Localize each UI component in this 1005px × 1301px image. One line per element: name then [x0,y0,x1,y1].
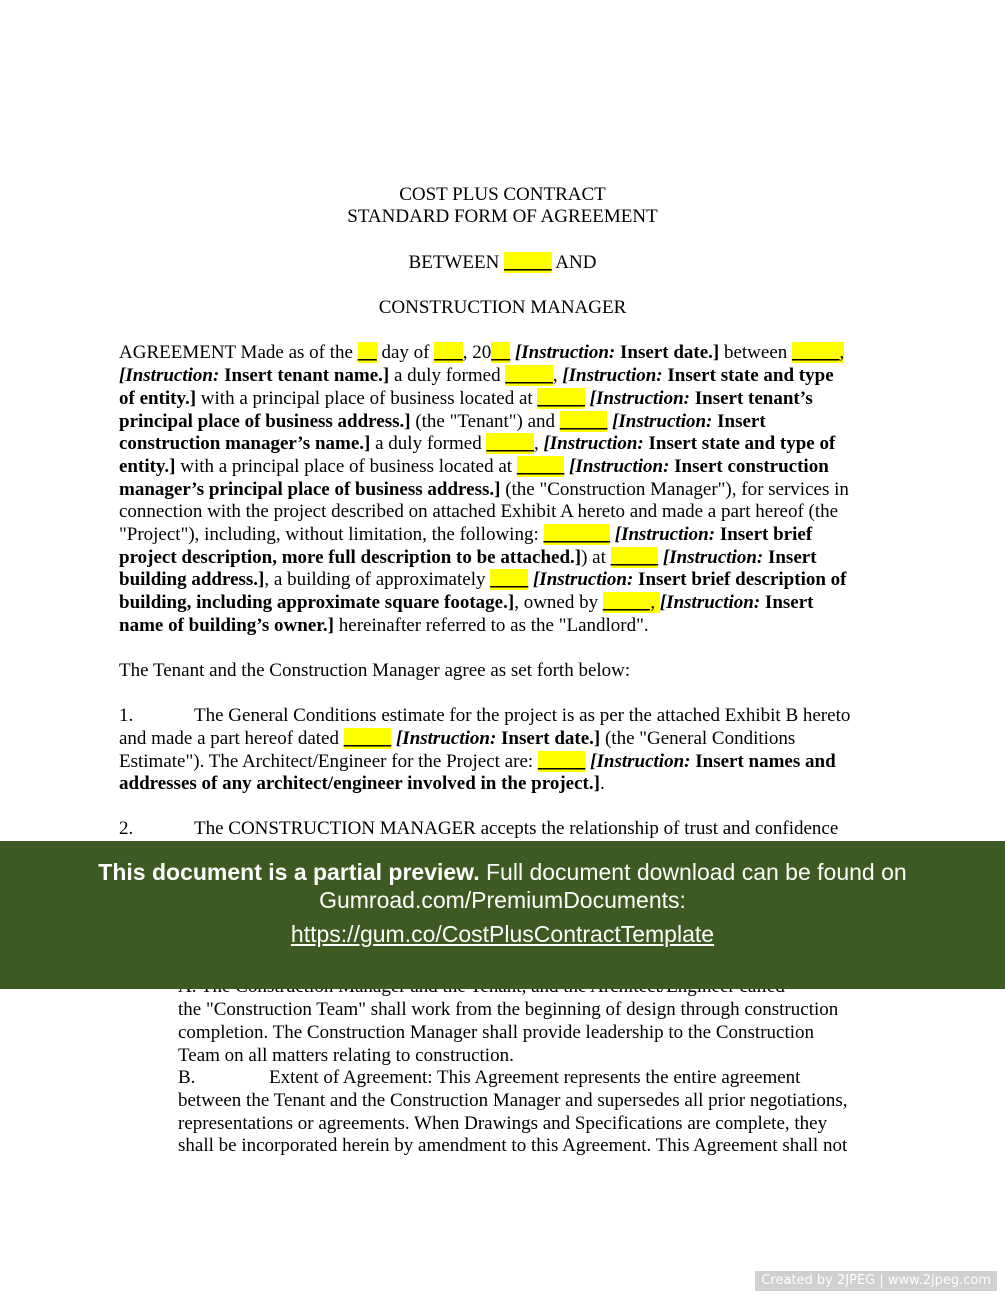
fill-blank[interactable]: _______ [543,524,610,545]
agreement-line: of entity.] with a principal place of business located at _____ [Instruction: Insert tenant’s [119,388,813,409]
agreement-line: entity.] with a principal place of business located at _____ [Instruction: Insert construction [119,456,829,477]
section-number: 2. [119,818,134,839]
banner-site: Gumroad.com/PremiumDocuments: [319,887,686,913]
subclause-a-line: completion. The Construction Manager shall provide leadership to the Construction [178,1022,815,1043]
section2-line: 2. The CONSTRUCTION MANAGER accepts the relationship of trust and confidence [119,818,839,839]
section1-line: 1. The General Conditions estimate for the project is as per the attached Exhibit B hereto [119,705,851,726]
section1-line: Estimate"). The Architect/Engineer for the Project are: _____ [Instruction: Insert names and [119,751,836,772]
agree-statement: The Tenant and the Construction Manager agree as set forth below: [119,660,631,681]
doc-title-between: BETWEEN _____ AND [408,252,597,273]
doc-title-line1: COST PLUS CONTRACT [399,184,606,205]
fill-blank[interactable]: _____ [486,433,534,454]
fill-blank[interactable]: ___ [434,342,463,363]
fill-blank[interactable]: _____ [537,388,585,409]
fill-blank[interactable]: _____ [610,547,659,568]
watermark-label: Created by 2JPEG | www.2jpeg.com [755,1271,997,1291]
subclause-b-line: representations or agreements. When Drawings and Specifications are complete, they [178,1113,828,1134]
subclause-a-line: Team on all matters relating to construction. [178,1045,514,1066]
fill-blank[interactable]: _____ [505,365,553,386]
subclause-a-line: the "Construction Team" shall work from the beginning of design through construction [178,999,839,1020]
agreement-line: construction manager’s name.] a duly formed _____, [Instruction: Insert state and type of [119,433,836,454]
party-blank[interactable]: _____ [504,252,552,273]
fill-blank[interactable]: _____ [602,592,651,613]
fill-blank[interactable]: _____ [792,342,840,363]
agreement-line: [Instruction: Insert tenant name.] a duly formed _____, [Instruction: Insert state and type [119,365,834,386]
fill-blank[interactable]: _____ [343,728,392,749]
agreement-line: project description, more full description to be attached.]) at _____ [Instruction: Insert [119,547,817,568]
preview-banner [0,841,1005,989]
fill-blank[interactable]: ____ [490,569,529,590]
agreement-line: building address.], a building of approximately ____ [Instruction: Insert brief description of [119,569,847,590]
fill-blank[interactable]: __ [491,342,511,363]
banner-link-row [0,920,1005,948]
fill-blank[interactable]: __ [357,342,377,363]
agreement-line: name of building’s owner.] hereinafter referred to as the "Landlord". [119,615,649,636]
subclause-b-line: shall be incorporated herein by amendment to this Agreement. This Agreement shall not [178,1135,848,1156]
fill-blank[interactable]: _____ [537,751,586,772]
section-number: 1. [119,705,134,726]
section1-line: and made a part hereof dated _____ [Instruction: Insert date.] (the "General Conditions [119,728,796,749]
doc-title-line4: CONSTRUCTION MANAGER [378,297,627,318]
doc-title-line2: STANDARD FORM OF AGREEMENT [347,206,658,227]
agreement-line: "Project"), including, without limitation, the following: _______ [Instruction: Insert brief [119,524,813,545]
subclause-label: B. [178,1067,196,1088]
download-link[interactable]: https://gum.co/CostPlusContractTemplate [290,921,715,947]
fill-blank[interactable]: _____ [559,411,608,432]
fill-blank[interactable]: _____ [516,456,565,477]
agreement-line: manager’s principal place of business address.] (the "Construction Manager"), for services in [119,479,849,500]
section1-line: addresses of any architect/engineer involved in the project.]. [119,773,605,794]
banner-message: This document is a partial preview. Full document download can be found on [98,859,907,885]
agreement-line: principal place of business address.] (the "Tenant") and _____ [Instruction: Insert [119,411,766,432]
agreement-line: connection with the project described on attached Exhibit A hereto and made a part hereof (the [119,501,839,522]
agreement-line: AGREEMENT Made as of the __ day of ___, 20__ [Instruction: Insert date.] between _____, [119,342,845,363]
subclause-b-line: B. Extent of Agreement: This Agreement represents the entire agreement [178,1067,801,1088]
agreement-line: building, including approximate square footage.], owned by _____, [Instruction: Insert [119,592,814,613]
subclause-b-line: between the Tenant and the Construction Manager and supersedes all prior negotiations, [178,1090,848,1111]
